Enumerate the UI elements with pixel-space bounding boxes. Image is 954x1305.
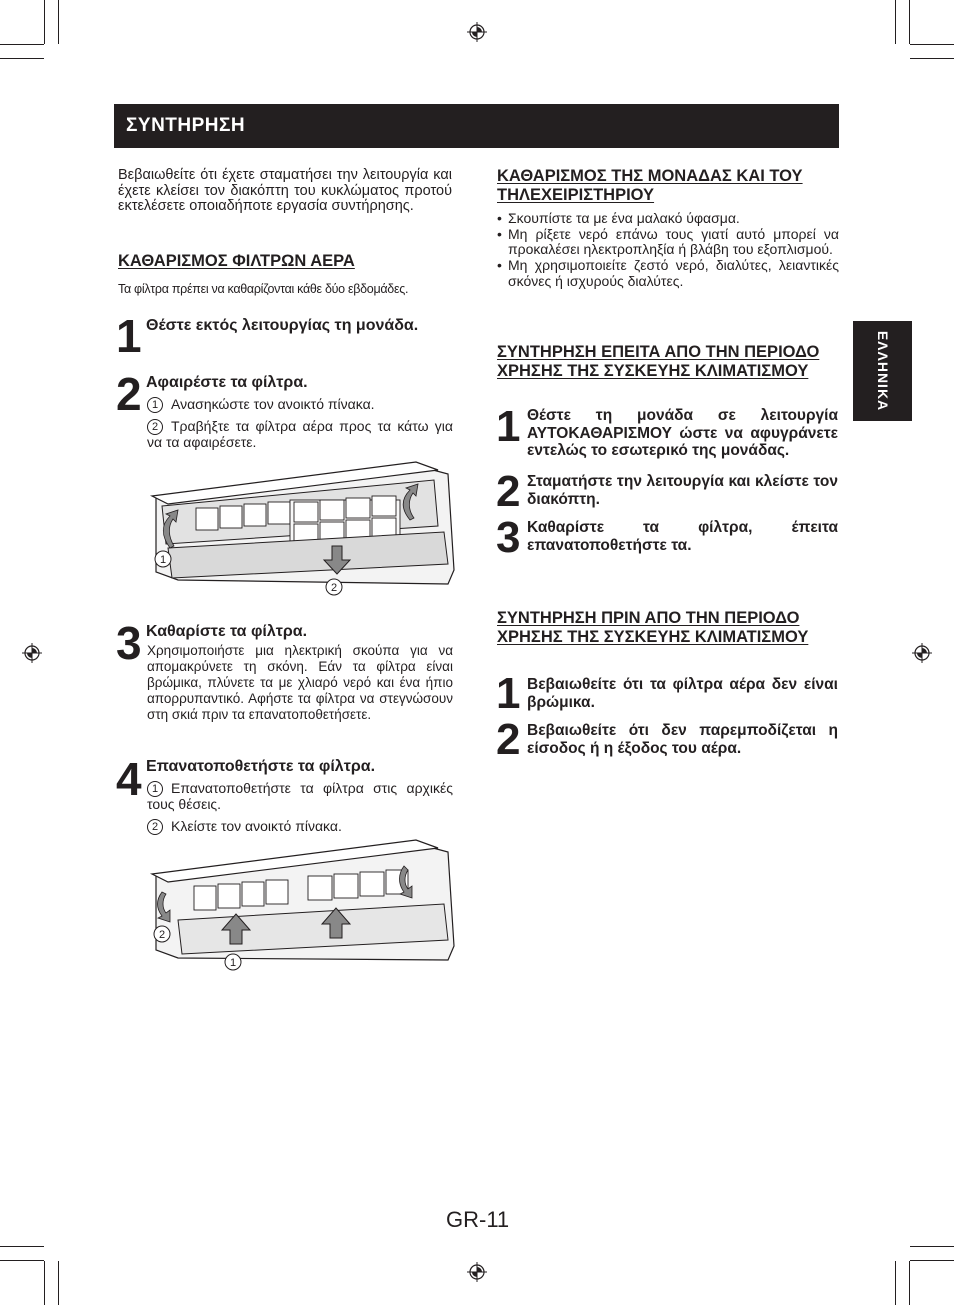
substep xyxy=(147,419,453,451)
callout-2: 2 xyxy=(158,929,166,941)
after-season-step-3 xyxy=(496,513,840,562)
step-title: Αφαιρέστε τα φίλτρα. xyxy=(146,374,308,391)
callout-1: 1 xyxy=(229,957,237,969)
filter-removal-illustration xyxy=(148,460,460,600)
substep-text: Τραβήξτε τα φίλτρα αέρα προς τα κάτω για να τα αφαιρέσετε. xyxy=(147,418,453,450)
step-title: Καθαρίστε τα φίλτρα, έπειτα επανατοποθετήστε τα. xyxy=(527,519,838,554)
page-number: GR-11 xyxy=(446,1207,510,1232)
list-item: • Μη χρησιμοποιείτε ζεστό νερό, διαλύτες, λειαντικές σκόνες ή ισχυρούς διαλύτες. xyxy=(497,258,839,289)
step-number: 3 xyxy=(116,617,142,669)
circled-number: 1 xyxy=(147,397,163,413)
step-title: Σταματήστε την λειτουργία και κλείστε τον διακόπτη. xyxy=(527,473,838,508)
substep xyxy=(147,819,453,835)
step-number: 2 xyxy=(496,715,521,764)
step-text: Χρησιμοποιήστε μια ηλεκτρική σκούπα για να απομακρύνετε τη σκόνη. Εάν τα φίλτρα είναι βρώμικα, πλύνετε τα με χλιαρό νερό και ένα ήπιο απορρυπαντικό. Αφήστε τα φίλτρα να στεγνώσουν στη σκιά πριν τα επανατοποθετήσετε. xyxy=(147,643,453,722)
before-season-step-2 xyxy=(496,715,840,764)
section-header xyxy=(114,104,839,148)
step-number: 3 xyxy=(496,513,521,562)
substep-text: Ανασηκώστε τον ανοικτό πίνακα. xyxy=(171,396,375,412)
step-title: Βεβαιωθείτε ότι τα φίλτρα αέρα δεν είναι βρώμικα. xyxy=(527,676,838,711)
filter-step-2 xyxy=(116,368,456,461)
filter-refit-illustration xyxy=(148,836,460,972)
substep-text: Επανατοποθετήστε τα φίλτρα στις αρχικές τους θέσεις. xyxy=(147,780,453,812)
list-item: • Μη ρίξετε νερό επάνω τους γιατί αυτό μπορεί να προκαλέσει ηλεκτροπληξία ή βλάβη του εξοπλισμού. xyxy=(497,227,839,258)
substep xyxy=(147,781,453,813)
registration-mark-icon xyxy=(22,643,42,663)
unit-cleaning-list xyxy=(497,211,839,290)
language-tab-label: ΕΛΛΗΝΙΚΑ xyxy=(874,330,891,412)
step-title: Βεβαιωθείτε ότι δεν παρεμποδίζεται η είσοδος ή η έξοδος του αέρα. xyxy=(527,722,838,757)
section-title: ΣΥΝΤΗΡΗΣΗ xyxy=(126,115,246,136)
step-number: 1 xyxy=(496,402,521,451)
step-title: Επανατοποθετήστε τα φίλτρα. xyxy=(146,758,376,775)
step-number: 2 xyxy=(496,467,521,516)
substep xyxy=(147,397,453,413)
filter-step-4 xyxy=(116,753,456,846)
after-season-step-2 xyxy=(496,467,840,516)
after-season-step-1 xyxy=(496,402,840,465)
substep-text: Κλείστε τον ανοικτό πίνακα. xyxy=(171,818,342,834)
language-tab xyxy=(853,321,912,421)
step-number: 2 xyxy=(116,368,142,420)
filter-cleaning-note: Τα φίλτρα πρέπει να καθαρίζονται κάθε δύο εβδομάδες. xyxy=(118,282,409,296)
list-item: • Σκουπίστε τα με ένα μαλακό ύφασμα. xyxy=(497,211,839,227)
registration-mark-icon xyxy=(467,1262,487,1282)
step-number: 1 xyxy=(496,669,521,718)
filter-step-1 xyxy=(116,310,456,362)
step-title: Θέστε τη μονάδα σε λειτουργία ΑΥΤΟΚΑΘΑΡΙΣΜΟΥ ώστε να αφυγράνετε εντελώς το εσωτερικό της μονάδας. xyxy=(527,407,838,459)
filter-step-3 xyxy=(116,617,456,750)
filter-cleaning-title: ΚΑΘΑΡΙΣΜΟΣ ΦΙΛΤΡΩΝ ΑΕΡΑ xyxy=(118,252,355,270)
after-season-title: ΣΥΝΤΗΡΗΣΗ ΕΠΕΙΤΑ ΑΠΟ ΤΗΝ ΠΕΡΙΟΔΟ ΧΡΗΣΗΣ ΤΗΣ ΣΥΣΚΕΥΗΣ ΚΛΙΜΑΤΙΣΜΟΥ xyxy=(497,343,820,380)
callout-1: 1 xyxy=(159,554,167,566)
circled-number: 2 xyxy=(147,819,163,835)
step-title: Καθαρίστε τα φίλτρα. xyxy=(146,623,308,640)
circled-number: 2 xyxy=(147,419,163,435)
unit-cleaning-title: ΚΑΘΑΡΙΣΜΟΣ ΤΗΣ ΜΟΝΑΔΑΣ ΚΑΙ ΤΟΥ ΤΗΛΕΧΕΙΡΙΣΤΗΡΙΟΥ xyxy=(497,167,803,204)
registration-mark-icon xyxy=(912,643,932,663)
circled-number: 1 xyxy=(147,781,163,797)
before-season-step-1 xyxy=(496,669,840,718)
before-season-title: ΣΥΝΤΗΡΗΣΗ ΠΡΙΝ ΑΠΟ ΤΗΝ ΠΕΡΙΟΔΟ ΧΡΗΣΗΣ ΤΗΣ ΣΥΣΚΕΥΗΣ ΚΛΙΜΑΤΙΣΜΟΥ xyxy=(497,609,809,646)
intro-paragraph: Βεβαιωθείτε ότι έχετε σταματήσει την λειτουργία και έχετε κλείσει τον διακόπτη του κυκλώματος προτού εκτελέσετε οποιαδήποτε εργασία συντήρησης. xyxy=(118,167,452,215)
step-title: Θέστε εκτός λειτουργίας τη μονάδα. xyxy=(146,317,419,334)
registration-mark-icon xyxy=(467,22,487,42)
step-number: 4 xyxy=(116,753,142,805)
step-number: 1 xyxy=(116,310,142,362)
callout-2: 2 xyxy=(330,582,338,594)
